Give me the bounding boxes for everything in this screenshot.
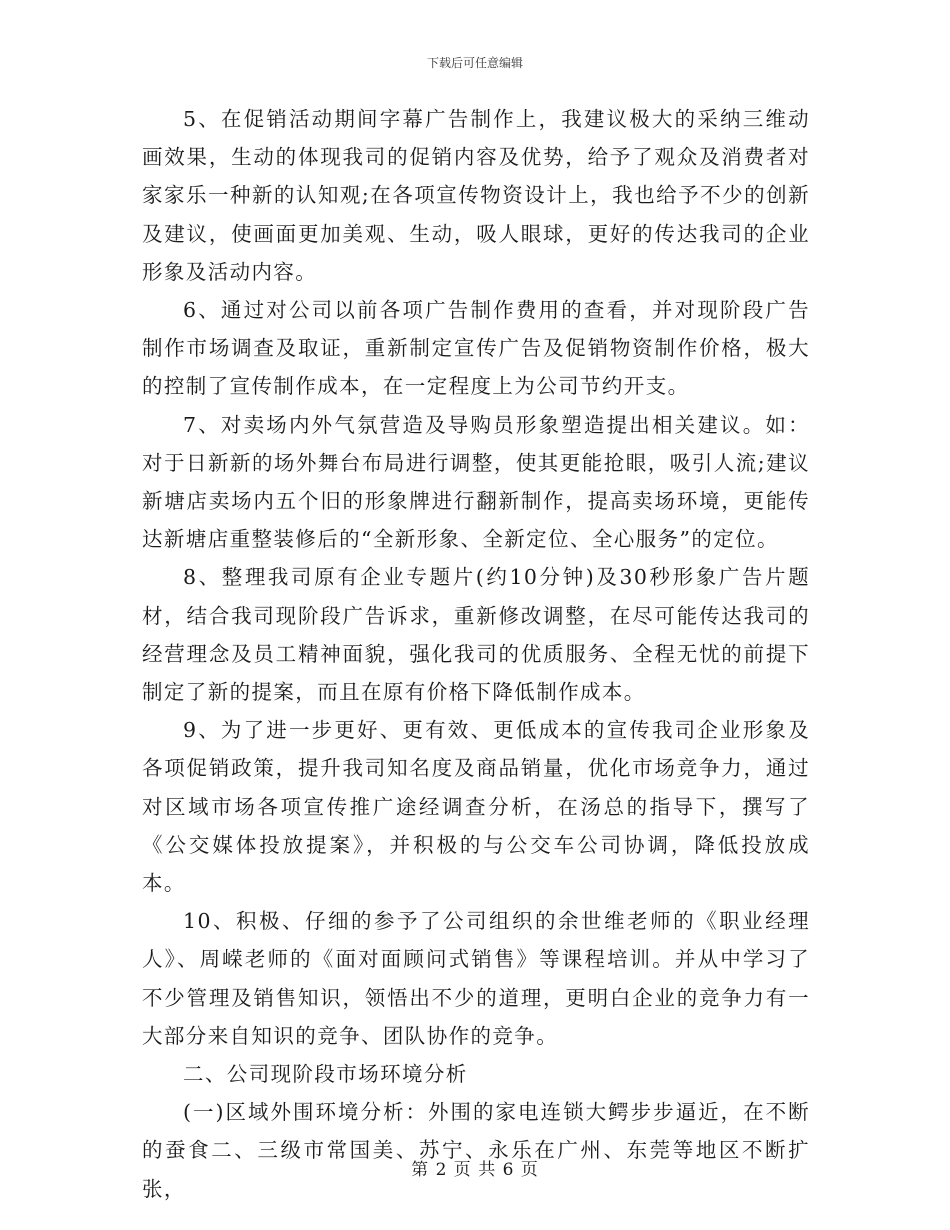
section-heading: 二、公司现阶段市场环境分析 bbox=[183, 1062, 468, 1087]
document-body bbox=[142, 100, 810, 1208]
paragraph-item-10: 10、积极、仔细的参予了公司组织的余世维老师的《职业经理人》、周嵘老师的《面对面顾问式销售》等课程培训。并从中学习了不少管理及销售知识，领悟出不少的道理，更明白企业的竞争力有一大部分来自知识的竞争、团队协作的竞争。 bbox=[142, 909, 810, 1048]
paragraph-item-8: 8、整理我司原有企业专题片(约10分钟)及30秒形象广告片题材，结合我司现阶段广告诉求，重新修改调整，在尽可能传达我司的经营理念及员工精神面貌，强化我司的优质服务、全程无忧的前提下制定了新的提案，而且在原有价格下降低制作成本。 bbox=[142, 565, 810, 705]
page-footer bbox=[0, 1155, 950, 1180]
paragraph-item-6: 6、通过对公司以前各项广告制作费用的查看，并对现阶段广告制作市场调查及取证，重新制定宣传广告及促销物资制作价格，极大的控制了宣传制作成本，在一定程度上为公司节约开支。 bbox=[142, 298, 810, 399]
header-note: 下载后可任意编辑 bbox=[426, 56, 523, 70]
paragraph-item-9: 9、为了进一步更好、更有效、更低成本的宣传我司企业形象及各项促销政策，提升我司知名度及商品销量，优化市场竞争力，通过对区域市场各项宣传推广途经调查分析，在汤总的指导下，撰写了《公交媒体投放提案》，并积极的与公交车公司协调，降低投放成本。 bbox=[142, 718, 810, 896]
paragraph-item-7: 7、对卖场内外气氛营造及导购员形象塑造提出相关建议。如：对于日新新的场外舞台布局进行调整，使其更能抢眼，吸引人流;建议新塘店卖场内五个旧的形象牌进行翻新制作，提高卖场环境，更能传达新塘店重整装修后的“全新形象、全新定位、全心服务”的定位。 bbox=[142, 412, 810, 552]
paragraph-item-5: 5、在促销活动期间字幕广告制作上，我建议极大的采纳三维动画效果，生动的体现我司的促销内容及优势，给予了观众及消费者对家家乐一种新的认知观;在各项宣传物资设计上，我也给予不少的创新及建议，使画面更加美观、生动，吸人眼球，更好的传达我司的企业形象及活动内容。 bbox=[142, 107, 810, 284]
paragraph-subsection-1: (一)区域外围环境分析：外围的家电连锁大鳄步步逼近，在不断的蚕食二、三级市常国美、苏宁、永乐在广州、东莞等地区不断扩张， bbox=[142, 1100, 810, 1201]
page-number-label: 第 2 页 共 6 页 bbox=[411, 1160, 539, 1180]
